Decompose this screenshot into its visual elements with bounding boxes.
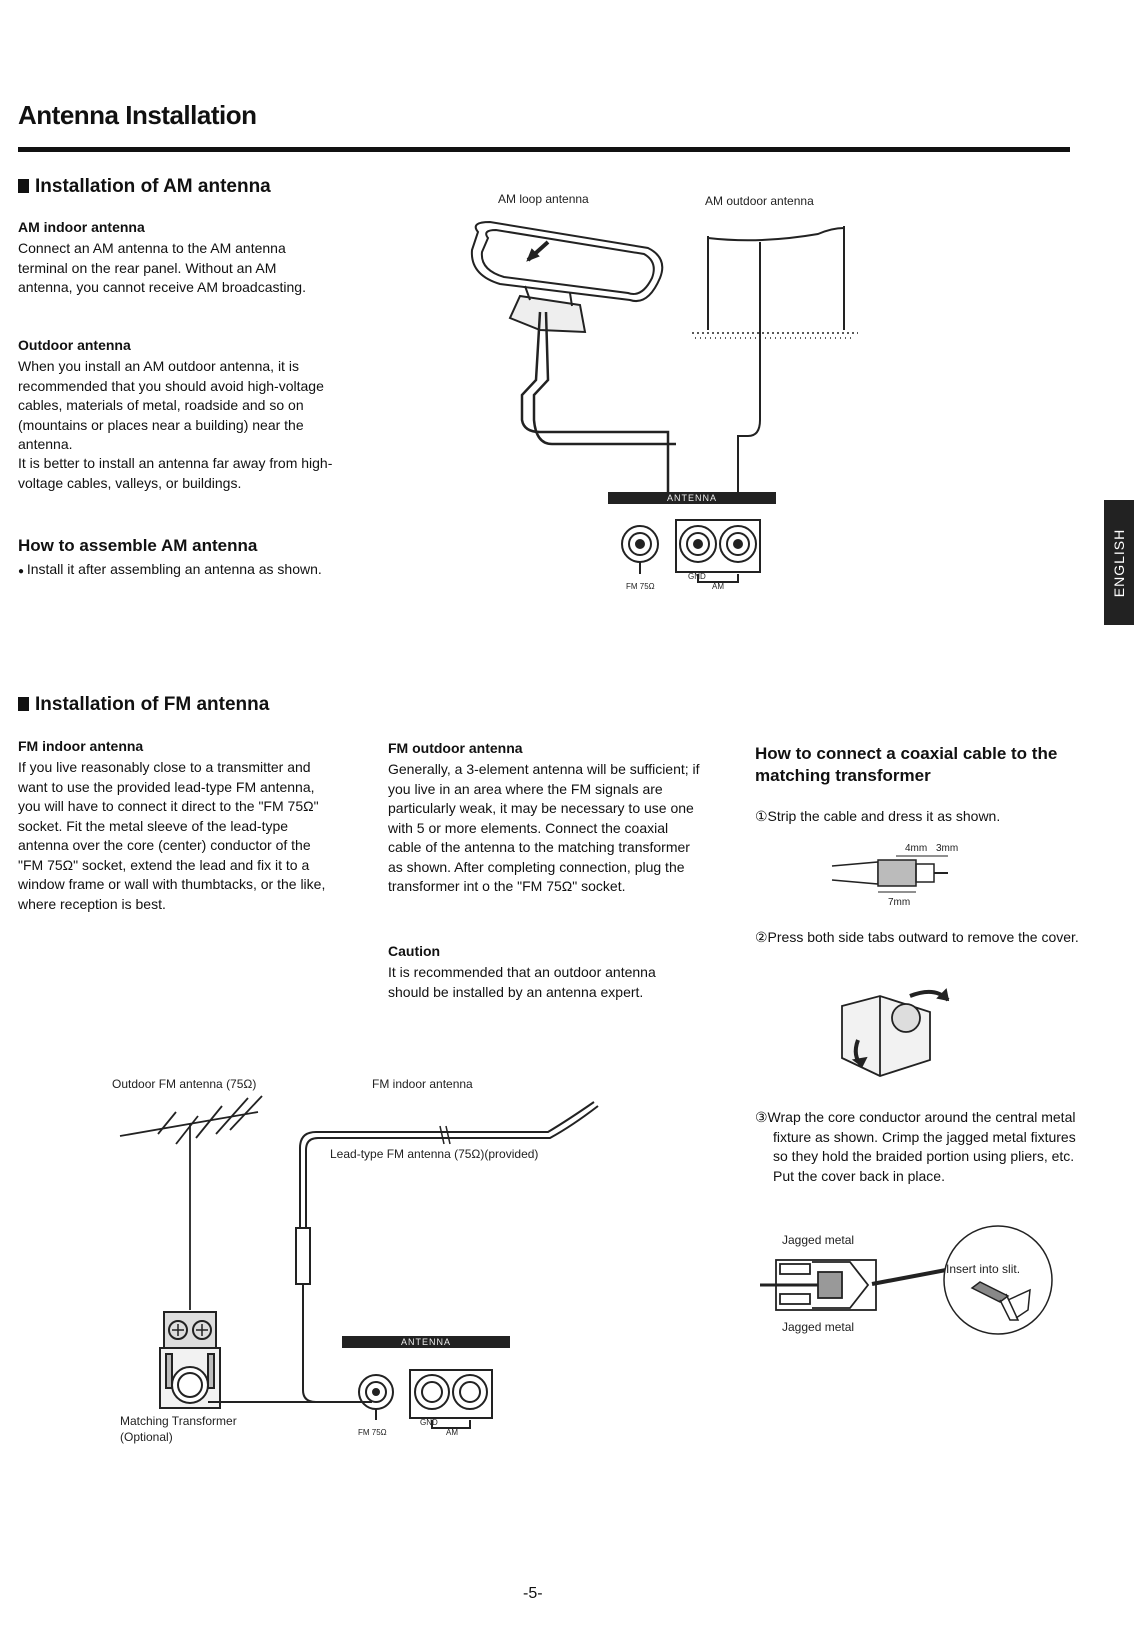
- am-loop-label: AM loop antenna: [498, 192, 589, 206]
- page-title: Antenna Installation: [18, 100, 257, 130]
- fm-outdoor-title: FM outdoor antenna: [388, 740, 523, 756]
- am-antenna-bar: ANTENNA: [608, 492, 776, 504]
- coax-title: How to connect a coaxial cable to the matching transformer: [755, 744, 1058, 785]
- lead-type-antenna-label: Lead-type FM antenna (75Ω)(provided): [330, 1147, 539, 1161]
- matching-transformer-icon: [160, 1312, 220, 1408]
- am-indoor-title: AM indoor antenna: [18, 219, 145, 235]
- am-assemble-title: How to assemble AM antenna: [18, 536, 258, 555]
- dim-4mm: 4mm: [905, 843, 928, 854]
- am-outdoor-label: AM outdoor antenna: [705, 194, 814, 208]
- coax-step2: ②Press both side tabs outward to remove the cover.: [755, 929, 1079, 945]
- fm-outdoor-text: Generally, a 3-element antenna will be sufficient; if you live in an area where the FM signals are particularly weak, it may be necessary to use one with 5 or more elements. Connect the coaxial cable of the antenna to the matching transformer as shown. After completing connection, plug the transformer int o the "FM 75Ω" socket.: [388, 761, 700, 894]
- am-outdoor-text-2: It is better to install an antenna far away from high-voltage cables, valleys, or buildings.: [18, 455, 333, 491]
- fm-caution-text: It is recommended that an outdoor antenna should be installed by an antenna expert.: [388, 964, 656, 1000]
- fm-gnd-label: GND: [420, 1418, 438, 1427]
- am-fm75-label: FM 75Ω: [626, 582, 655, 591]
- am-outdoor-text-1: When you install an AM outdoor antenna, it is recommended that you should avoid high-voltage cables, materials of metal, roadside and so on (mountains or places near a building) near the antenna.: [18, 358, 324, 452]
- page-number: -5-: [523, 1585, 543, 1602]
- fm-indoor-title: FM indoor antenna: [18, 738, 144, 754]
- am-assemble-text: ● Install it after assembling an antenna as shown.: [18, 560, 334, 582]
- fm-outdoor-antenna-label: Outdoor FM antenna (75Ω): [112, 1077, 257, 1091]
- coax-step3: ③Wrap the core conductor around the central metal fixture as shown. Crimp the jagged metal fixtures so they hold the braided portion using pliers, etc. Put the cover back in place.: [755, 1109, 1076, 1184]
- fm-section-heading: Installation of FM antenna: [18, 694, 269, 716]
- am-indoor-text: Connect an AM antenna to the AM antenna terminal on the rear panel. Without an AM antenna, you cannot receive AM broadcasting.: [18, 240, 306, 295]
- fm-yagi-antenna-icon: [120, 1096, 262, 1310]
- fm-caution-title: Caution: [388, 943, 441, 959]
- coax-step1: ①Strip the cable and dress it as shown.: [755, 808, 1001, 824]
- fm-indoor-text: If you live reasonably close to a transmitter and want to use the provided lead-type FM antenna, you will have to connect it direct to the "FM 75Ω" socket. Fit the metal sleeve of the lead-type antenna over the core (center) conductor of the "FM 75Ω" socket, extend the lead and fix it to a window frame or wall with thumbtacks, or the like, where reception is best.: [18, 759, 326, 912]
- language-tab-label: ENGLISH: [1111, 528, 1127, 597]
- jagged-metal-top-label: Jagged metal: [782, 1233, 855, 1247]
- jagged-metal-bottom-label: Jagged metal: [782, 1320, 855, 1334]
- dim-3mm: 3mm: [936, 843, 959, 854]
- fm-fm75-label: FM 75Ω: [358, 1428, 387, 1437]
- am-am-label: AM: [712, 582, 724, 591]
- fm-am-label: AM: [446, 1428, 458, 1437]
- fm-indoor-antenna-label: FM indoor antenna: [372, 1077, 473, 1091]
- am-section-heading: Installation of AM antenna: [18, 176, 271, 198]
- transformer-label-2: (Optional): [120, 1430, 173, 1444]
- dim-7mm: 7mm: [888, 897, 911, 908]
- insert-slit-label: Insert into slit.: [946, 1262, 1021, 1276]
- am-outdoor-title: Outdoor antenna: [18, 337, 131, 353]
- fm-antenna-bar: ANTENNA: [342, 1336, 510, 1348]
- transformer-label-1: Matching Transformer: [120, 1414, 237, 1428]
- lead-type-antenna-icon: [296, 1102, 598, 1402]
- am-gnd-label: GND: [688, 572, 706, 581]
